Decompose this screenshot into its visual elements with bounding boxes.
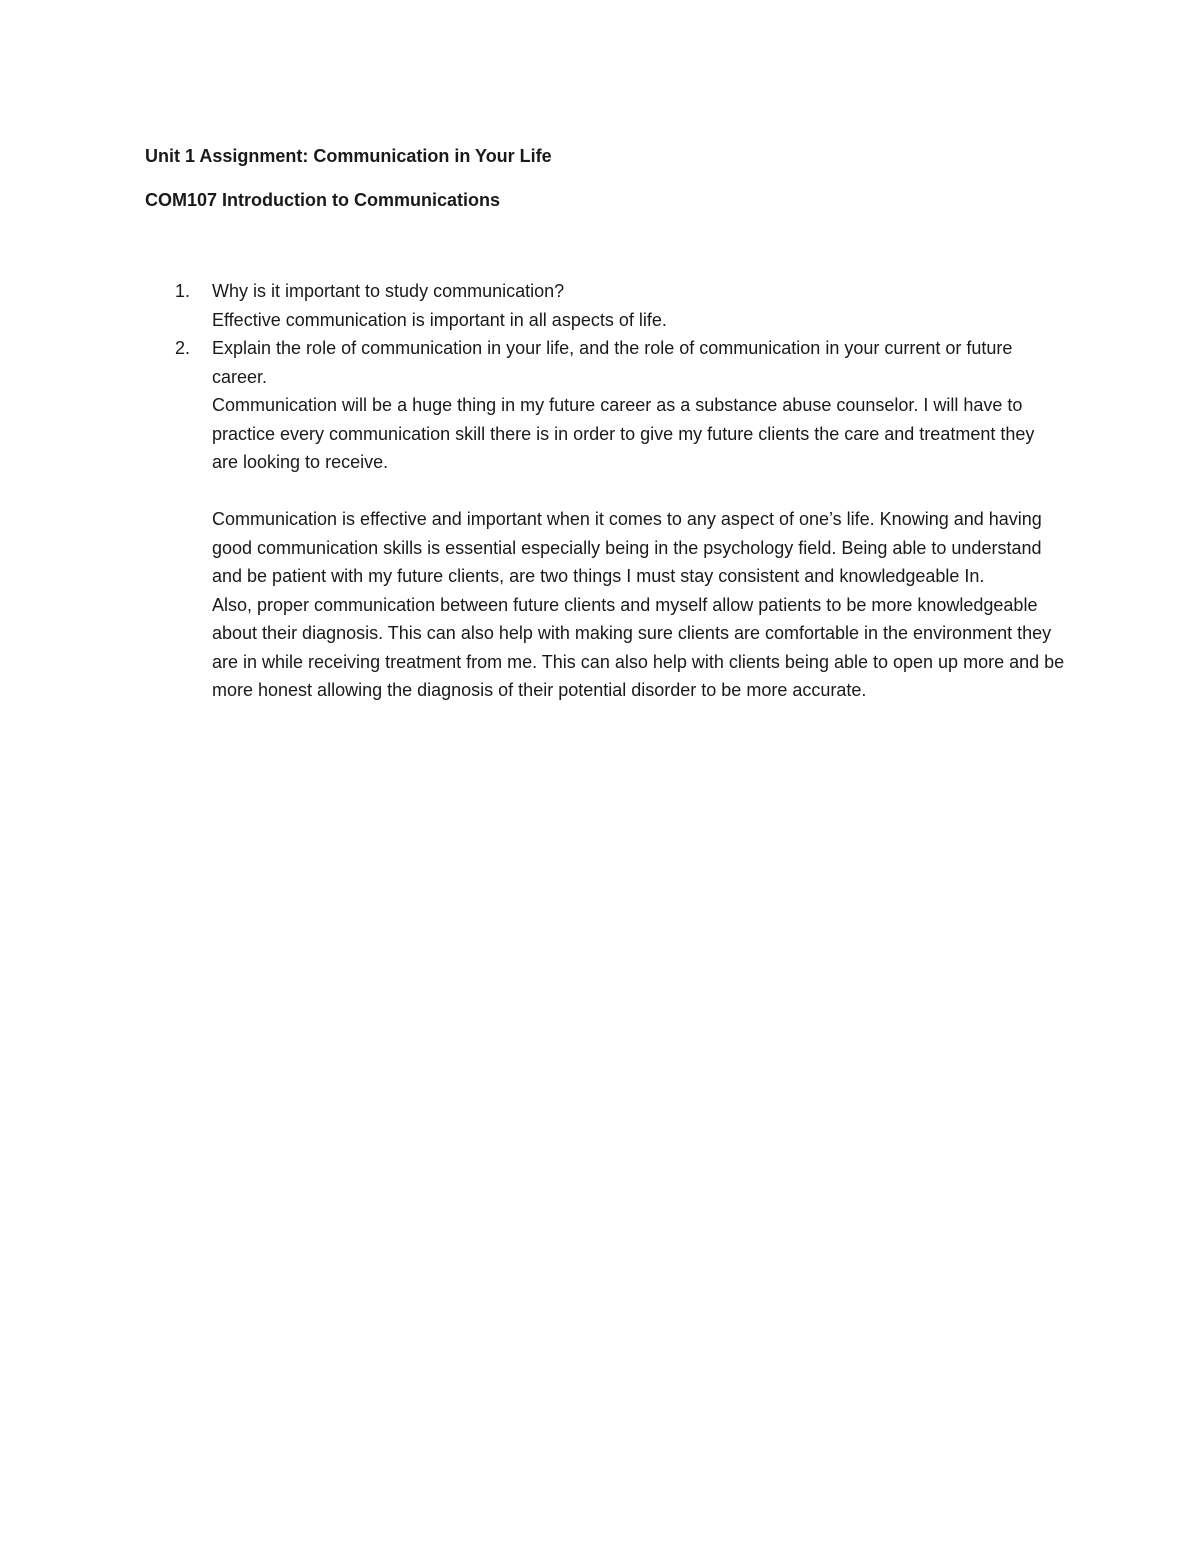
course-title: COM107 Introduction to Communications <box>145 190 501 210</box>
document-title: Unit 1 Assignment: Communication in Your Life <box>145 146 552 166</box>
question-list <box>145 277 1065 705</box>
question-item-2 <box>145 334 1065 705</box>
paragraph-spacer <box>212 477 1065 506</box>
question-number: 1. <box>175 281 191 301</box>
question-text: Why is it important to study communication? <box>212 281 565 301</box>
answer-paragraph: Communication is effective and important when it comes to any aspect of one’s life. Knowing and having good communication skills is essential especially being in the psychology field. Being able to understand and be patient with my future clients, are two things I must stay consistent and knowledgeable In. <box>212 509 1042 586</box>
question-number: 2. <box>175 338 191 358</box>
question-item-1 <box>145 277 1065 334</box>
question-text: Explain the role of communication in your life, and the role of communication in your current or future career. <box>212 338 1013 387</box>
answer-paragraph: Effective communication is important in all aspects of life. <box>212 309 667 330</box>
answer-paragraph: Communication will be a huge thing in my future career as a substance abuse counselor. I will have to practice every communication skill there is in order to give my future clients the care and treatment they are looking to receive. <box>212 395 1035 472</box>
answer-paragraph: Also, proper communication between future clients and myself allow patients to be more knowledgeable about their diagnosis. This can also help with making sure clients are comfortable in the environment they are in while receiving treatment from me. This can also help with clients being able to open up more and be more honest allowing the diagnosis of their potential disorder to be more accurate. <box>212 594 1065 700</box>
